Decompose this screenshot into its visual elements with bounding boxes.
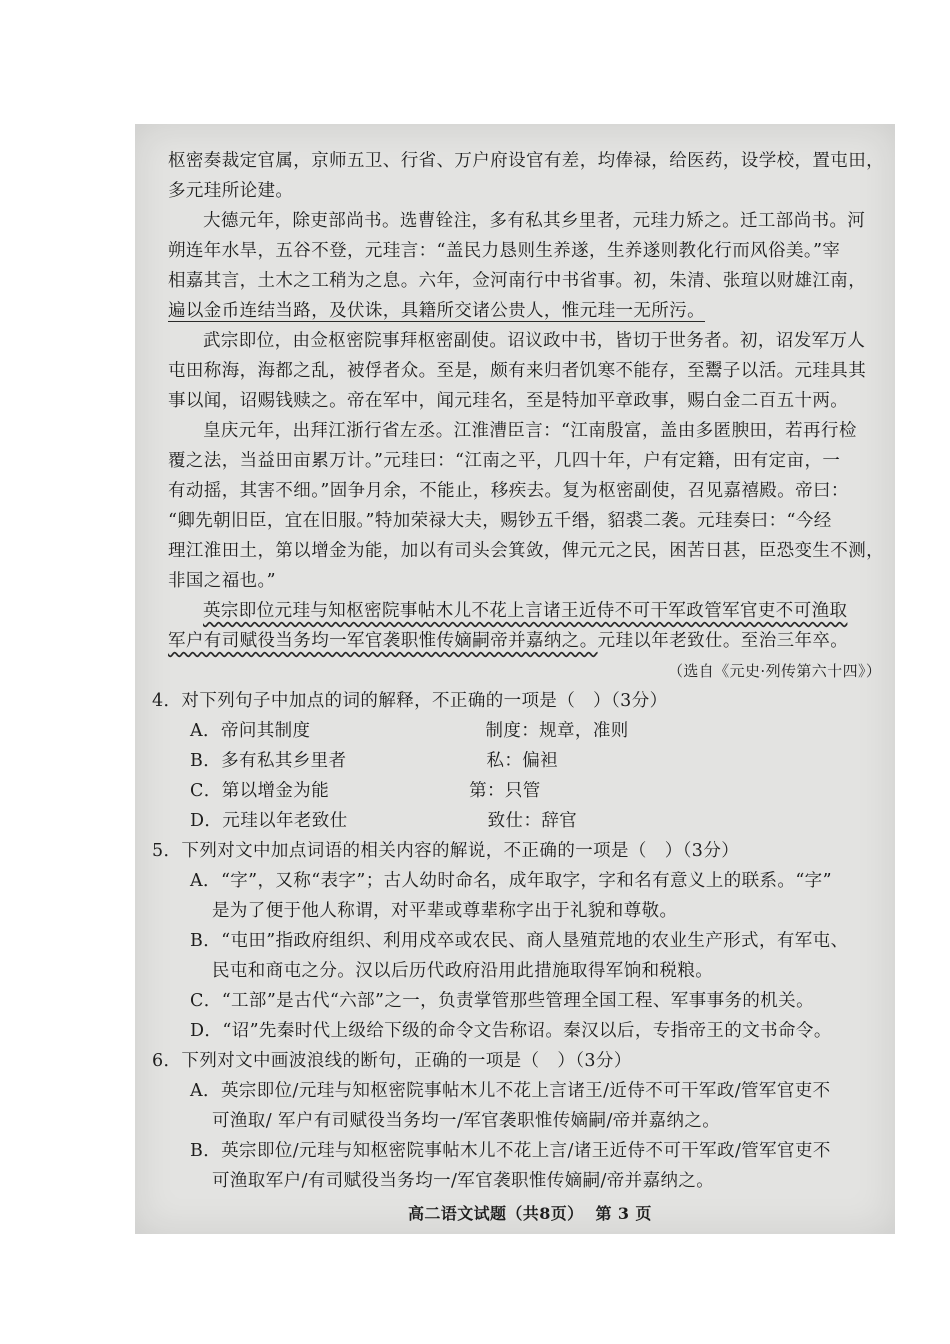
q5-option-a-line-2: 是为了便于他人称谓，对平辈或尊辈称字出于礼貌和尊敬。 — [212, 901, 678, 921]
passage-line-17-tail: 元珪以年老致仕。至治三年卒。 — [597, 631, 849, 651]
passage-wavy-line-1: 英宗即位元珪与知枢密院事帖木儿不花上言诸王近侍不可干军政管军官吏不可渔取 — [203, 601, 848, 621]
passage-line-10: 皇庆元年，出拜江浙行省左丞。江淮漕臣言：“江南殷富，盖由多匿腴田，若再行检 — [203, 421, 857, 441]
passage-line-9: 事以闻，诏赐钱赎之。帝在军中，闻元珪名，至是特加平章政事，赐白金二百五十两。 — [168, 391, 849, 411]
q6-option-b-line-2: 可渔取军户/有司赋役当务均一/军官袭职惟传嫡嗣/帝并嘉纳之。 — [212, 1171, 715, 1191]
passage-wavy-line-2: 军户有司赋役当务均一军官袭职惟传嫡嗣帝并嘉纳之。 — [168, 631, 598, 651]
passage-source: （选自《元史·列传第六十四》） — [668, 662, 882, 680]
q6-option-a-line-2: 可渔取/ 军户有司赋役当务均一/军官袭职惟传嫡嗣/帝并嘉纳之。 — [212, 1111, 721, 1131]
q5-option-b-line-2: 民屯和商屯之分。汉以后历代政府沿用此措施取得军饷和税粮。 — [212, 961, 714, 981]
q6-stem: 6．下列对文中画波浪线的断句，正确的一项是（ ）（3分） — [152, 1051, 632, 1071]
q4-stem: 4．对下列句子中加点的词的解释，不正确的一项是（ ）（3分） — [152, 691, 668, 711]
passage-line-11: 覆之法，当益田亩累万计。”元珪曰：“江南之平，几四十年，户有定籍，田有定亩，一 — [168, 451, 841, 471]
passage-line-12: 有动摇，其害不细。”固争月余，不能止，移疾去。复为枢密副使，召见嘉禧殿。帝曰： — [168, 481, 849, 501]
q4-option-a: A．帝问其制度 制度：规章，准则 — [190, 721, 629, 741]
passage-line-14: 理江淮田土，第以增金为能，加以有司头会箕敛，俾元元之民，困苦日甚，臣恐变生不测， — [168, 541, 884, 561]
q6-option-b-line-1: B．英宗即位/元珪与知枢密院事帖木儿不花上言/诸王近侍不可干军政/管军官吏不 — [190, 1141, 831, 1161]
q5-option-d: D．“诏”先秦时代上级给下级的命令文告称诏。秦汉以后，专指帝王的文书命令。 — [190, 1021, 832, 1041]
q5-stem: 5．下列对文中加点词语的相关内容的解说，不正确的一项是（ ）（3分） — [152, 841, 740, 861]
footer-page-number: 第 3 页 — [595, 1204, 652, 1223]
passage-line-17 — [168, 630, 848, 652]
q4-option-d: D．元珪以年老致仕 致仕：辞官 — [190, 811, 578, 831]
q4-option-b: B．多有私其乡里者 私：偏袒 — [190, 751, 559, 771]
passage-line-3: 大德元年，除吏部尚书。选曹铨注，多有私其乡里者，元珪力矫之。迁工部尚书。河 — [203, 211, 866, 231]
passage-line-7: 武宗即位，由佥枢密院事拜枢密副使。诏议政中书，皆切于世务者。初，诏发军万人 — [203, 331, 866, 351]
q5-option-c: C．“工部”是古代“六部”之一，负责掌管那些管理全国工程、军事事务的机关。 — [190, 991, 814, 1011]
passage-line-13: “卿先朝旧臣，宜在旧服。”特加荣禄大夫，赐钞五千缗，貂裘二袭。元珪奏曰：“今经 — [168, 511, 832, 531]
footer-exam-title: 高二语文试题（共8页） — [408, 1204, 584, 1223]
passage-line-15: 非国之福也。” — [168, 571, 276, 591]
q6-option-a-line-1: A．英宗即位/元珪与知枢密院事帖木儿不花上言诸王/近侍不可干军政/管军官吏不 — [190, 1081, 831, 1101]
q5-option-a-line-1: A．“字”，又称“表字”；古人幼时命名，成年取字，字和名有意义上的联系。“字” — [190, 871, 832, 891]
passage-line-2: 多元珪所论建。 — [168, 181, 294, 201]
passage-line-1: 枢密奏裁定官属，京师五卫、行省、万户府设官有差，均俸禄，给医药，设学校，置屯田， — [168, 151, 884, 171]
passage-line-4: 朔连年水旱，五谷不登，元珪言：“盖民力恳则生养遂，生养遂则教化行而风俗美。”宰 — [168, 241, 841, 261]
q4-option-c: C．第以增金为能 第：只管 — [190, 781, 541, 801]
passage-line-5: 相嘉其言，土木之工稍为之息。六年，佥河南行中书省事。初，朱清、张瑄以财雄江南， — [168, 271, 867, 291]
page-footer — [408, 1203, 652, 1225]
passage-line-8: 屯田称海，海都之乱，被俘者众。至是，颇有来归者饥寒不能存，至鬻子以活。元珪具其 — [168, 361, 867, 381]
passage-line-6-underlined: 遍以金币连结当路，及伏诛，具籍所交诸公贵人，惟元珪一无所污。 — [168, 301, 705, 321]
q5-option-b-line-1: B．“屯田”指政府组织、利用戍卒或农民、商人垦殖荒地的农业生产形式，有军屯、 — [190, 931, 849, 951]
